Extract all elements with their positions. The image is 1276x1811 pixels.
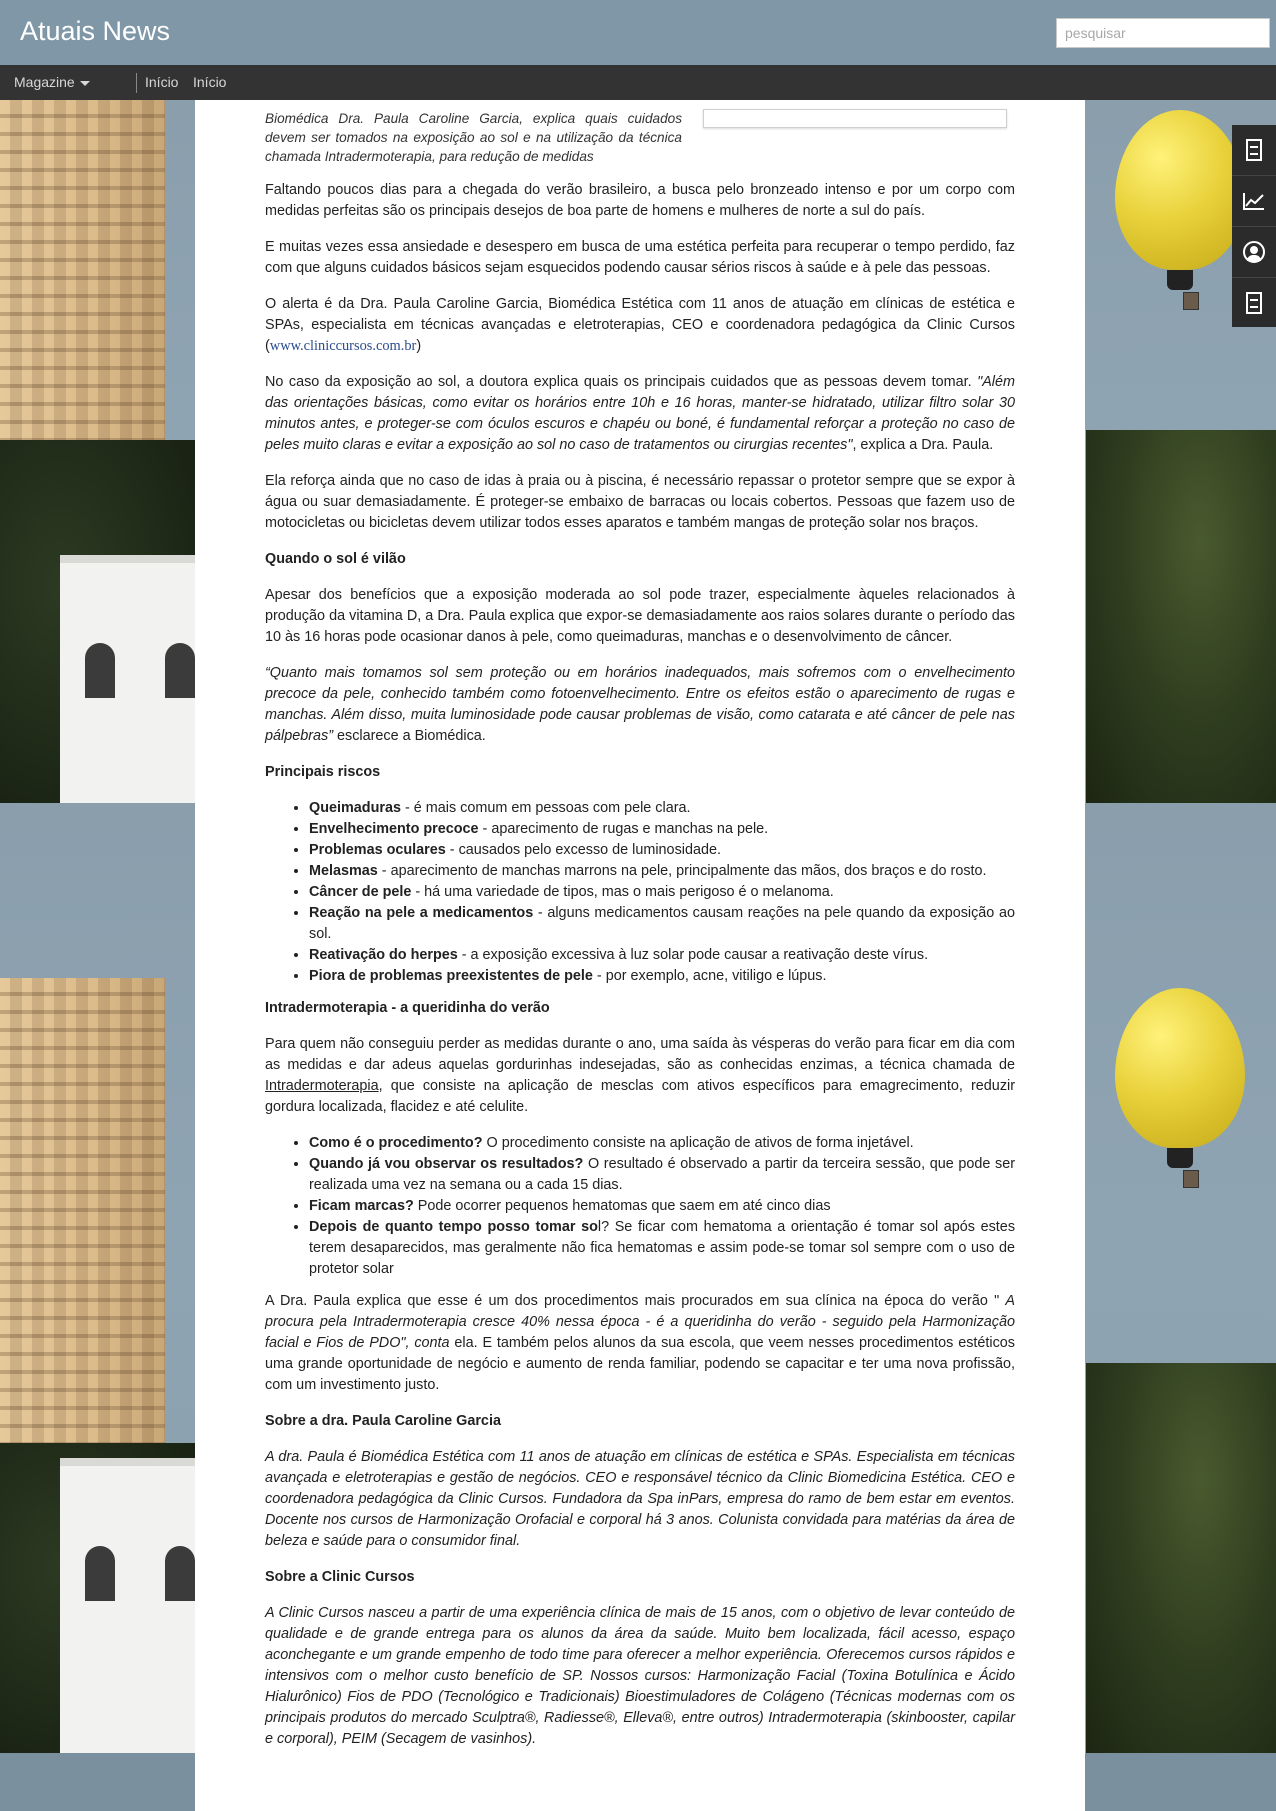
quote: A procura pela Intradermoterapia cresce 40% nessa época - é a queridinha do verão - seguido pela Harmonização facial e Fios de PDO", conta — [265, 1293, 1015, 1351]
paragraph: Ela reforça ainda que no caso de idas à praia ou à piscina, é necessário repassar o protetor sempre que se expor à água ou suar demasiadamente. É proteger-se embaixo de barracas ou locais cobertos. Pessoas que fazem uso de motocicletas ou bicicletas devem utilizar todos esses aparatos e também mangas de proteção solar nos braços. — [265, 473, 1015, 531]
caption-row — [265, 109, 1015, 169]
user-icon — [1243, 241, 1265, 263]
trending-icon — [1242, 191, 1266, 211]
article-container — [195, 100, 1085, 1811]
church-image — [60, 555, 195, 811]
section-heading: Sobre a Clinic Cursos — [265, 1569, 415, 1585]
quote: “Quanto mais tomamos sol sem proteção ou em horários inadequados, mais sofremos com o envelhecimento precoce da pele, conhecido também como fotoenvelhecimento. Entre os efeitos estão o aparecimento de rugas e manchas. Além disso, muita luminosidade pode causar problemas de visão, como catarata e até câncer de pele nas pálpebras” — [265, 665, 1015, 744]
paragraph: “Quanto mais tomamos sol sem proteção ou em horários inadequados, mais sofremos com o envelhecimento precoce da pele, conhecido também como fotoenvelhecimento. Entre os efeitos estão o aparecimento de rugas e manchas. Além disso, muita luminosidade pode causar problemas de visão, como catarata e até câncer de pele nas pálpebras” esclarece a Biomédica. — [265, 665, 1015, 744]
magazine-label: Magazine — [14, 74, 75, 90]
paragraph: No caso da exposição ao sol, a doutora explica quais os principais cuidados que as pessoas devem tomar. "Além das orientações básicas, como evitar os horários entre 10h e 16 horas, manter-se hidratado, utilizar filtro solar 30 minutos antes, e proteger-se com óculos escuros e chapéu ou boné, é fundamental reforçar a proteção no caso de peles muito claras e evitar a exposição ao sol no caso de tratamentos ou cirurgias recentes", explica a Dra. Paula. — [265, 374, 1015, 453]
rail-button-archive[interactable] — [1232, 125, 1276, 176]
article-image-frame — [703, 109, 1007, 128]
intradermoterapia-link[interactable]: Intradermoterapia — [265, 1078, 379, 1094]
rail-button-trending[interactable] — [1232, 176, 1276, 227]
list-item: • Melasmas - aparecimento de manchas marrons na pele, principalmente das mãos, dos braços e do rosto. — [309, 861, 1015, 882]
trees-right-image — [1086, 430, 1276, 803]
list-item: • Ficam marcas? Pode ocorrer pequenos hematomas que saem em até cinco dias — [309, 1196, 1015, 1217]
section-heading: Quando o sol é vilão — [265, 551, 406, 567]
paragraph: Faltando poucos dias para a chegada do verão brasileiro, a busca pelo bronzeado intenso e por um corpo com medidas perfeitas são os principais desejos de boa parte de homens e mulheres de norte a sul do país. — [265, 182, 1015, 219]
document-icon — [1246, 139, 1262, 161]
section-heading: Principais riscos — [265, 764, 381, 780]
balloon-basket — [1183, 1170, 1199, 1188]
magazine-dropdown[interactable] — [14, 74, 90, 90]
caret-down-icon — [80, 81, 90, 86]
nav-divider — [136, 73, 137, 93]
section-heading: Intradermoterapia - a queridinha do verão — [265, 1000, 550, 1016]
site-title[interactable]: Atuais News — [20, 16, 171, 46]
rail-button-archive-2[interactable] — [1232, 278, 1276, 328]
list-item: • Depois de quanto tempo posso tomar sol? Se ficar com hematoma a orientação é tomar sol após estes terem desaparecidos, mas geralmente não fica hematomas e assim pode-se tomar sol sempre com o uso de protetor solar — [309, 1217, 1015, 1280]
paragraph: A Dra. Paula explica que esse é um dos procedimentos mais procurados em sua clínica na época do verão " A procura pela Intradermoterapia cresce 40% nessa época - é a queridinha do verão - seguido pela Harmonização facial e Fios de PDO", conta ela. E também pelos alunos da sua escola, que veem nesses procedimentos estéticos uma grande oportunidade de negócio e aumento de renda familiar, podendo se capacitar e ter uma nova profissão, com um investimento justo. — [265, 1293, 1015, 1393]
navigation-bar — [0, 65, 1276, 100]
paragraph: O alerta é da Dra. Paula Caroline Garcia, Biomédica Estética com 11 anos de atuação em clínicas de estética e SPAs, especialista em técnicas avançadas e eletroterapias, CEO e coordenadora pedagógica da Clinic Cursos (www.cliniccursos.com.br) — [265, 296, 1015, 354]
list-item: • Piora de problemas preexistentes de pele - por exemplo, acne, vitiligo e lúpus. — [309, 966, 1015, 987]
site-header — [0, 0, 1276, 65]
paragraph: Para quem não conseguiu perder as medidas durante o ano, uma saída às vésperas do verão para ficar em dia com as medidas e dar adeus aquelas gordurinhas indesejadas, são as conhecidas enzimas, a técnica chamada de Intradermoterapia, que consiste na aplicação de mesclas com ativos específicos para emagrecimento, reduzir gordura localizada, flacidez e até celulite. — [265, 1036, 1015, 1115]
paragraph: A dra. Paula é Biomédica Estética com 11 anos de atuação em clínicas de estética e SPAs. Especialista em técnicas avançada e eletroterapias e gestão de negócios. CEO e responsável técnico da Clinic Biomedicina Estética. CEO e coordenadora pedagógica da Clinic Cursos. Fundadora da Spa inPars, empresa do ramo de bem estar em eventos. Docente nos cursos de Harmonização Orofacial e corporal há 3 anos. Colunista convidada para matérias da área de beleza e saúde para o consumidor final. — [265, 1449, 1015, 1549]
risks-list — [265, 798, 1015, 987]
article-body — [265, 109, 1015, 1765]
quote: "Além das orientações básicas, como evitar os horários entre 10h e 16 horas, manter-se hidratado, utilizar filtro solar 30 minutos antes, e proteger-se com óculos escuros e chapéu ou boné, é fundamental reforçar a proteção no caso de peles muito claras e evitar a exposição ao sol no caso de tratamentos ou cirurgias recentes" — [265, 374, 1015, 453]
balloon-basket — [1183, 292, 1199, 310]
list-item: • Reação na pele a medicamentos - alguns medicamentos causam reações na pele quando da exposição ao sol. — [309, 903, 1015, 945]
document-icon — [1246, 292, 1262, 314]
faq-list — [265, 1133, 1015, 1280]
list-item: • Problemas oculares - causados pelo excesso de luminosidade. — [309, 840, 1015, 861]
list-item: • Queimaduras - é mais comum em pessoas com pele clara. — [309, 798, 1015, 819]
list-item: • Reativação do herpes - a exposição excessiva à luz solar pode causar a reativação deste vírus. — [309, 945, 1015, 966]
section-heading: Sobre a dra. Paula Caroline Garcia — [265, 1413, 501, 1429]
list-item: • Como é o procedimento? O procedimento consiste na aplicação de ativos de forma injetável. — [309, 1133, 1015, 1154]
list-item: • Câncer de pele - há uma variedade de tipos, mas o mais perigoso é o melanoma. — [309, 882, 1015, 903]
list-item: • Quando já vou observar os resultados? O resultado é observado a partir da terceira sessão, que pode ser realizada uma vez na semana ou a cada 15 dias. — [309, 1154, 1015, 1196]
search-input[interactable] — [1056, 18, 1270, 48]
nav-link-inicio[interactable]: Início — [145, 74, 179, 90]
church-image — [60, 1458, 195, 1761]
cliniccursos-link[interactable]: www.cliniccursos.com.br — [269, 338, 417, 354]
trees-right-image — [1086, 1363, 1276, 1753]
share-rail — [1232, 125, 1276, 327]
paragraph: Apesar dos benefícios que a exposição moderada ao sol pode trazer, especialmente àqueles relacionados à produção da vitamina D, a Dra. Paula explica que expor-se demasiadamente aos raios solares durante o período das 10 às 16 horas pode ocasionar danos à pele, como queimaduras, manchas e o desenvolvimento de câncer. — [265, 587, 1015, 645]
image-caption: Biomédica Dra. Paula Caroline Garcia, explica quais cuidados devem ser tomados na exposição ao sol e na utilização da técnica chamada Intradermoterapia, para redução de medidas — [265, 111, 682, 164]
paragraph: A Clinic Cursos nasceu a partir de uma experiência clínica de mais de 15 anos, com o objetivo de levar conteúdo de qualidade e de grande entrega para os alunos da área da saúde. Muito bem localizada, fácil acesso, espaço aconchegante e um grande empenho de todo time para oferecer a melhor experiência. Oferecemos cursos rápidos e intensivos com o melhor custo benefício de SP. Nossos cursos: Harmonização Facial (Toxina Botulínica e Ácido Hialurônico) Fios de PDO (Tecnológico e Tradicionais) Bioestimuladores de Colágeno (Técnicas modernas com os principais produtos do mercado Sculptra®, Radiesse®, Elleva®, entre outros) Intradermoterapia (skinbooster, capilar e corporal), PEIM (Secagem de vasinhos). — [265, 1605, 1015, 1747]
nav-link-inicio-2[interactable]: Início — [193, 74, 227, 90]
rail-button-profile[interactable] — [1232, 227, 1276, 278]
paragraph: E muitas vezes essa ansiedade e desespero em busca de uma estética perfeita para recuperar o tempo perdido, faz com que alguns cuidados básicos sejam esquecidos podendo causar sérios riscos à saúde e à pele das pessoas. — [265, 239, 1015, 276]
list-item: • Envelhecimento precoce - aparecimento de rugas e manchas na pele. — [309, 819, 1015, 840]
